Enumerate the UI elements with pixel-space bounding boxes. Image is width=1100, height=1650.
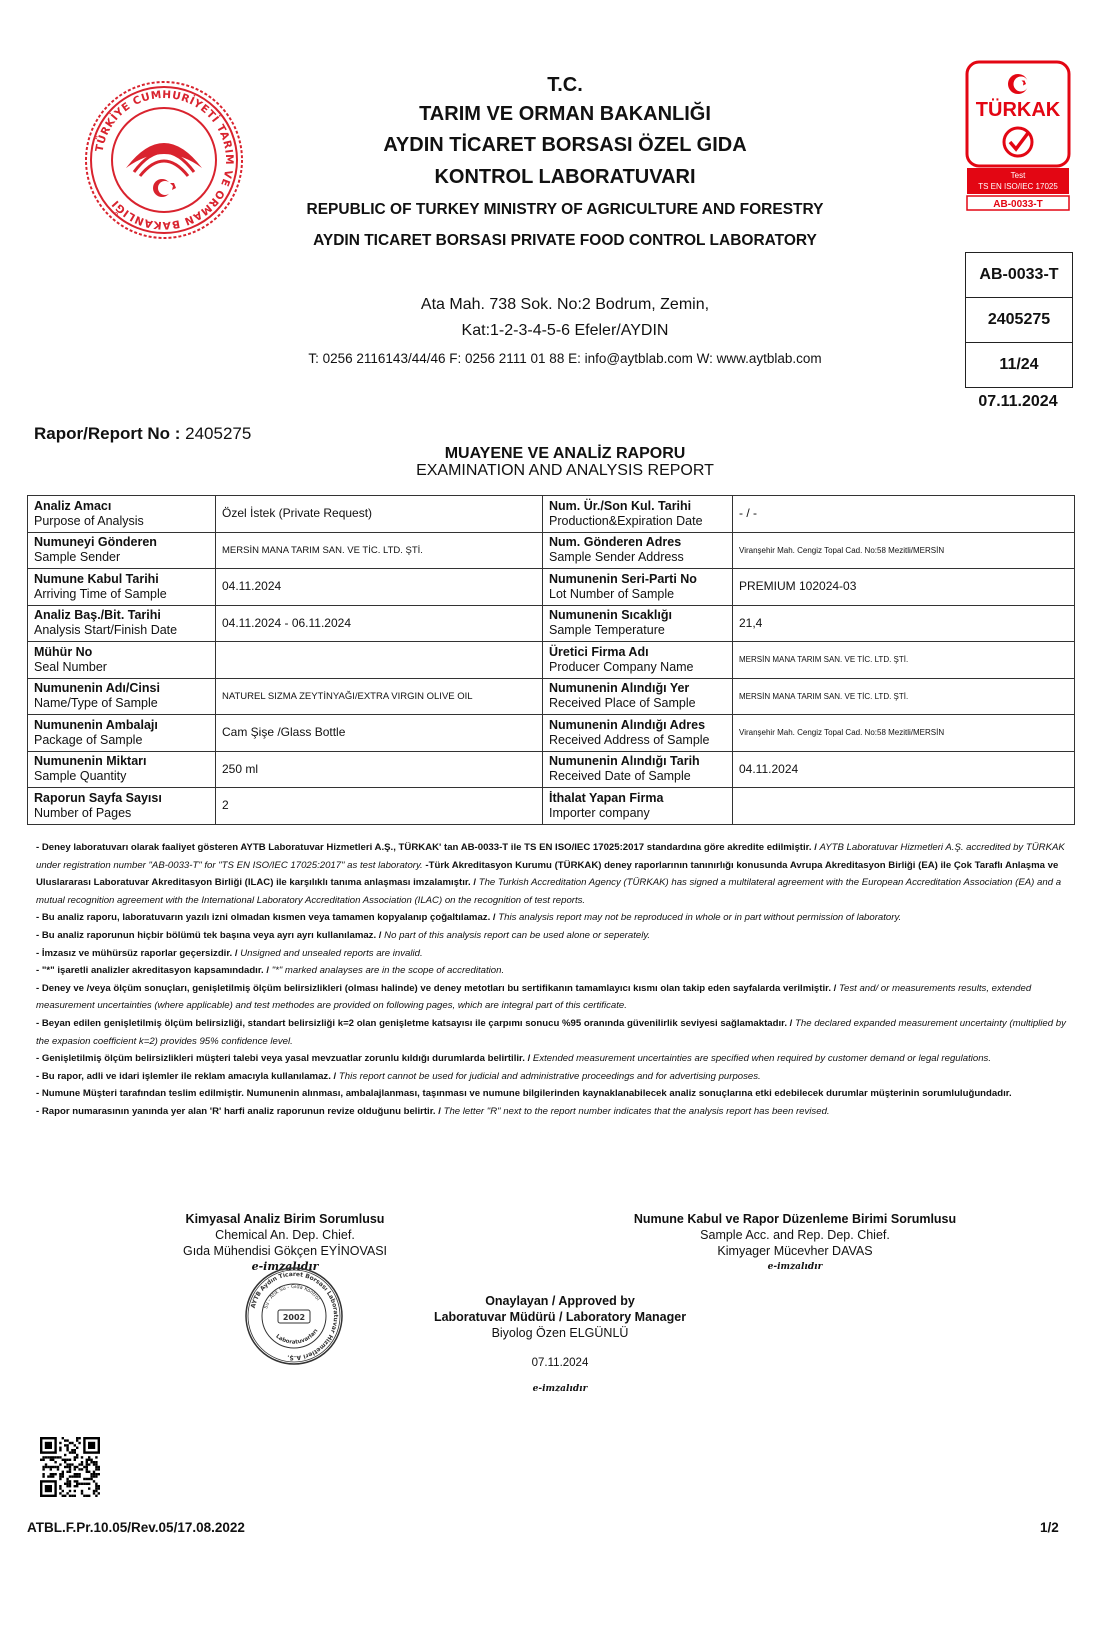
svg-text:Test: Test <box>1010 171 1026 180</box>
report-number <box>34 424 251 444</box>
l-label-cell <box>28 532 216 569</box>
note-item <box>36 980 1074 1015</box>
value-text: - / - <box>739 506 757 521</box>
accreditation-date: 07.11.2024 <box>978 393 1058 410</box>
label-tr: Üretici Firma Adı <box>549 644 649 659</box>
header-lab-name-2: KONTROL LABORATUVARI <box>434 166 696 188</box>
note-text-en: The Turkish Accreditation Agency (TÜRKAK) has signed a multilateral agreement with the European Accreditation Association (EA) and a mutual recognition agreement with the International Laboratory Accreditation Association (ILAC) on the recognition of test reports. <box>36 877 1062 906</box>
value-text: 2 <box>222 798 229 813</box>
note-text-tr: - Rapor numarasının yanında yer alan 'R' harfi analiz raporunun revize olduğunu belirtir. / <box>36 1105 441 1117</box>
note-item <box>36 962 1074 980</box>
header-english-2: AYDIN TICARET BORSASI PRIVATE FOOD CONTROL LABORATORY <box>313 232 817 249</box>
label-tr: Mühür No <box>34 644 93 659</box>
r-value-cell <box>733 605 1075 642</box>
r-value-cell <box>733 715 1075 752</box>
report-number-value: 2405275 <box>185 424 252 443</box>
r-label-cell <box>543 532 733 569</box>
note-text-tr: - Beyan edilen genişletilmiş ölçüm belirsizliği, standart belirsizliği k=2 olan genişletme katsayısı ile çarpımı sonucu %95 oranında güvenilirlik seviyesi sağlamaktadır. / <box>36 1017 793 1029</box>
accreditation-code: AB-0033-T <box>966 253 1072 298</box>
label-en: Received Place of Sample <box>549 696 696 711</box>
label-tr: Numunenin Seri-Parti No <box>549 571 697 586</box>
l-value-cell <box>216 532 543 569</box>
table-row <box>28 605 1075 642</box>
signature-name: Gıda Mühendisi Gökçen EYİNOVASI <box>182 1244 388 1258</box>
label-en: Sample Sender Address <box>549 550 684 565</box>
label-en: Received Address of Sample <box>549 732 710 747</box>
svg-text:2002: 2002 <box>282 1313 306 1322</box>
r-value-cell <box>733 678 1075 715</box>
laboratory-stamp <box>244 1266 344 1366</box>
l-value-cell <box>216 678 543 715</box>
label-tr: Numunenin Alındığı Tarih <box>549 754 700 769</box>
r-value-cell <box>733 569 1075 606</box>
note-text-en: The letter "R" next to the report number indicates that the analysis report has been revised. <box>443 1105 830 1117</box>
svg-text:TÜRKAK: TÜRKAK <box>975 99 1061 121</box>
value-text: Viranşehir Mah. Cengiz Topal Cad. No:58 Mezitli/MERSİN <box>739 728 945 738</box>
r-value-cell <box>733 532 1075 569</box>
note-item <box>36 1050 1074 1068</box>
note-item <box>36 1085 1074 1103</box>
value-text: 04.11.2024 <box>739 761 799 776</box>
svg-text:Laboratuvarları: Laboratuvarları <box>274 1328 320 1346</box>
svg-text:Su - Atık Su - Gıda Kontrol: Su - Atık Su - Gıda Kontrol <box>263 1283 321 1310</box>
l-label-cell <box>28 715 216 752</box>
label-en: Package of Sample <box>34 732 143 747</box>
l-label-cell <box>28 605 216 642</box>
note-item <box>36 945 1074 963</box>
note-item <box>36 1015 1074 1050</box>
table-row <box>28 751 1075 788</box>
note-text-tr: - Bu analiz raporunun hiçbir bölümü tek başına veya ayrı ayrı kullanılamaz. / <box>36 929 382 941</box>
label-en: Lot Number of Sample <box>549 586 675 601</box>
note-text-en: This report cannot be used for judicial and administrative proceedings and for advertising purposes. <box>338 1070 761 1082</box>
note-item <box>36 1068 1074 1086</box>
note-text-en: The declared expanded measurement uncertainty (multiplied by the expasion coefficient k=2) provides 95% confidence level. <box>36 1017 1066 1047</box>
l-label-cell <box>28 569 216 606</box>
note-text-en: Unsigned and unsealed reports are invalid. <box>240 947 423 959</box>
header-tc: T.C. <box>547 74 583 96</box>
l-value-cell <box>216 569 543 606</box>
l-label-cell <box>28 678 216 715</box>
header-lab-name-1: AYDIN TİCARET BORSASI ÖZEL GIDA <box>383 134 747 156</box>
r-label-cell <box>543 642 733 679</box>
l-value-cell <box>216 751 543 788</box>
r-label-cell <box>543 751 733 788</box>
r-value-cell <box>733 496 1075 533</box>
l-value-cell <box>216 605 543 642</box>
footer-form-code: ATBL.F.Pr.10.05/Rev.05/17.08.2022 <box>27 1520 245 1535</box>
l-label-cell <box>28 751 216 788</box>
table-row <box>28 788 1075 825</box>
e-signature-mark: e-imzalıdır <box>251 1260 319 1273</box>
signature-title: Kimyasal Analiz Birim Sorumlusu <box>185 1212 385 1226</box>
r-label-cell <box>543 569 733 606</box>
r-label-cell <box>543 788 733 825</box>
label-tr: Numunenin Adı/Cinsi <box>34 681 160 696</box>
note-text-en: Extended measurement uncertainties are specified when required by customer demand or legal regulations. <box>532 1053 992 1065</box>
label-en: Analysis Start/Finish Date <box>34 623 178 638</box>
label-en: Production&Expiration Date <box>549 513 703 528</box>
value-text: MERSİN MANA TARIM SAN. VE TİC. LTD. ŞTİ. <box>739 655 909 665</box>
label-en: Seal Number <box>34 659 107 674</box>
label-en: Purpose of Analysis <box>34 513 144 528</box>
label-en: Sample Quantity <box>34 769 127 784</box>
signature-role: Chemical An. Dep. Chief. <box>215 1228 355 1242</box>
label-tr: Numunenin Alındığı Adres <box>549 717 706 732</box>
address-line-1: Ata Mah. 738 Sok. No:2 Bodrum, Zemin, <box>420 296 710 313</box>
r-label-cell <box>543 496 733 533</box>
note-item <box>36 839 1074 909</box>
signature-title: Onaylayan / Approved by <box>485 1294 635 1308</box>
r-value-cell <box>733 788 1075 825</box>
note-text-tr: - Deney ve /veya ölçüm sonuçları, genişletilmiş ölçüm belirsizlikleri (olması halinde) ve deney metotları bu sertifikanın tamamlayıcı kısmı olan takip eden sayfalarda verilmiştir. / <box>36 982 837 994</box>
accreditation-report-number: 2405275 <box>966 298 1072 343</box>
signature-date: 07.11.2024 <box>531 1357 589 1369</box>
signature-sample-acceptance <box>610 1211 980 1275</box>
note-text-tr: - Bu rapor, adli ve idari işlemler ile reklam amacıyla kullanılamaz. / <box>36 1070 337 1082</box>
label-tr: Analiz Amacı <box>34 498 112 513</box>
note-text-tr: - Bu analiz raporu, laboratuvarın yazılı izni olmadan kısmen veya tamamen kopyalanıp çoğaltılamaz. / <box>36 912 496 924</box>
table-row <box>28 678 1075 715</box>
contact-line: T: 0256 2116143/44/46 F: 0256 2111 01 88 E: info@aytblab.com W: www.aytblab.com <box>308 351 822 366</box>
label-tr: Numuneyi Gönderen <box>34 535 157 550</box>
report-notes <box>36 839 1074 1121</box>
value-text: Cam Şişe /Glass Bottle <box>222 725 346 740</box>
label-tr: Numunenin Ambalajı <box>34 717 158 732</box>
value-text: 04.11.2024 <box>222 579 282 594</box>
svg-text:AYTB Aydın Ticaret Borsası Lab: AYTB Aydın Ticaret Borsası Laboratuvar Hizmetleri A.Ş. <box>249 1270 340 1362</box>
r-label-cell <box>543 678 733 715</box>
l-value-cell <box>216 715 543 752</box>
label-en: Sample Sender <box>34 550 121 565</box>
accreditation-month: 11/24 <box>999 356 1039 373</box>
note-text-tr: - Deney laboratuvarı olarak faaliyet gösteren AYTB Laboratuvar Hizmetleri A.Ş., TÜRKAK' tan AB-0033-T ile TS EN ISO/IEC 17025:2017 standardına göre akredite edilmiştir. / <box>36 842 817 853</box>
qr-code <box>40 1437 100 1497</box>
signature-name: Kimyager Mücevher DAVAS <box>717 1244 873 1258</box>
table-row <box>28 715 1075 752</box>
value-text: 21,4 <box>739 615 763 630</box>
signature-subtitle: Laboratuvar Müdürü / Laboratory Manager <box>433 1310 687 1324</box>
note-text-tr: - Numune Müşteri tarafından teslim edilmiştir. Numunenin alınması, ambalajlanması, taşınması ve numune bilgilerinden kaynaklanabilecek analiz sonuçlarına etki edebilecek durumlar müşterinin sorumluluğundadır. <box>36 1088 1012 1100</box>
r-value-cell <box>733 642 1075 679</box>
signature-lab-manager <box>390 1293 730 1397</box>
label-en: Arriving Time of Sample <box>34 586 167 601</box>
label-tr: Numunenin Sıcaklığı <box>549 608 672 623</box>
value-text: MERSİN MANA TARIM SAN. VE TİC. LTD. ŞTİ. <box>222 544 423 556</box>
table-row <box>28 569 1075 606</box>
table-row <box>28 642 1075 679</box>
header-english-1: REPUBLIC OF TURKEY MINISTRY OF AGRICULTURE AND FORESTRY <box>306 201 824 218</box>
svg-text:TÜRKİYE CUMHURİYETİ TARIM VE O: TÜRKİYE CUMHURİYETİ TARIM VE ORMAN BAKANLIĞI <box>93 88 236 232</box>
note-text-en: This analysis report may not be reproduced in whole or in part without permission of laboratory. <box>498 912 902 924</box>
report-number-label: Rapor/Report No : <box>34 424 181 443</box>
l-label-cell <box>28 788 216 825</box>
report-title-tr: MUAYENE VE ANALİZ RAPORU <box>444 445 686 462</box>
label-en: Number of Pages <box>34 805 132 820</box>
value-text: Viranşehir Mah. Cengiz Topal Cad. No:58 Mezitli/MERSİN <box>739 545 945 555</box>
l-label-cell <box>28 496 216 533</box>
value-text: MERSİN MANA TARIM SAN. VE TİC. LTD. ŞTİ. <box>739 691 909 701</box>
header-ministry: TARIM VE ORMAN BAKANLIĞI <box>419 103 711 125</box>
label-en: Sample Temperature <box>549 623 665 638</box>
label-en: Name/Type of Sample <box>34 696 158 711</box>
l-label-cell <box>28 642 216 679</box>
address-line-2: Kat:1-2-3-4-5-6 Efeler/AYDIN <box>461 322 669 339</box>
r-value-cell <box>733 751 1075 788</box>
report-title-en: EXAMINATION AND ANALYSIS REPORT <box>416 462 714 479</box>
label-tr: Numunenin Alındığı Yer <box>549 681 690 696</box>
note-item <box>36 927 1074 945</box>
r-label-cell <box>543 605 733 642</box>
signature-name: Biyolog Özen ELGÜNLÜ <box>491 1326 629 1340</box>
note-text-en: AYTB Laboratuvar Hizmetleri A.Ş. accredited by TÜRKAK under registration number "AB-0033-T" for "TS EN ISO/IEC 17025:2017" as test laboratory. <box>36 842 1065 871</box>
sample-info-table <box>27 495 1075 825</box>
l-value-cell <box>216 788 543 825</box>
table-row <box>28 532 1075 569</box>
note-text-en: Test and/ or measurements results, extended measurement uncertainties (where applicable) and test methodes are provided on following pages, which are integral part of this certificate. <box>36 982 1032 1012</box>
signature-role: Sample Acc. and Rep. Dep. Chief. <box>700 1228 890 1242</box>
label-tr: Num. Gönderen Adres <box>549 535 682 550</box>
e-signature-mark: e-imzalıdır <box>767 1262 823 1272</box>
label-tr: Numune Kabul Tarihi <box>34 571 159 586</box>
value-text: 04.11.2024 - 06.11.2024 <box>222 615 351 630</box>
signature-title: Numune Kabul ve Rapor Düzenleme Birimi Sorumlusu <box>633 1212 957 1226</box>
note-text-en: "*" marked analayses are in the scope of accreditation. <box>271 965 505 977</box>
label-tr: Analiz Baş./Bit. Tarihi <box>34 608 161 623</box>
l-value-cell <box>216 642 543 679</box>
e-signature-mark: e-imzalıdır <box>532 1384 588 1394</box>
note-text-tr: -Türk Akreditasyon Kurumu (TÜRKAK) deney raporlarının tanınırlığı konusunda Avrupa Akreditasyon Birliği (EA) ile Çok Taraflı Anlaşma ve Uluslararası Laboratuvar Akreditasyon Birliği (ILAC) ile karşılıklı tanıma anlaşması imzalamıştır. / <box>36 859 1059 889</box>
footer-page-number: 1/2 <box>1040 1520 1059 1535</box>
label-tr: Num. Ür./Son Kul. Tarihi <box>549 498 692 513</box>
label-en: Received Date of Sample <box>549 769 691 784</box>
table-row <box>28 496 1075 533</box>
note-text-tr: - "*" işaretli analizler akreditasyon kapsamındadır. / <box>36 965 270 977</box>
label-en: Producer Company Name <box>549 659 694 674</box>
svg-text:AB-0033-T: AB-0033-T <box>993 199 1043 210</box>
accreditation-box <box>965 252 1073 388</box>
value-text: Özel İstek (Private Request) <box>222 506 373 521</box>
r-label-cell <box>543 715 733 752</box>
note-item <box>36 1103 1074 1121</box>
note-text-tr: - Genişletilmiş ölçüm belirsizlikleri müşteri talebi veya yasal mevzuatlar zorunlu kıldığı durumlarda belirtilir. / <box>36 1053 531 1065</box>
label-tr: İthalat Yapan Firma <box>549 790 664 805</box>
label-en: Importer company <box>549 805 650 820</box>
label-tr: Numunenin Miktarı <box>34 754 147 769</box>
value-text: PREMIUM 102024-03 <box>739 579 857 594</box>
note-item <box>36 909 1074 927</box>
value-text: NATUREL SIZMA ZEYTİNYAĞI/EXTRA VIRGIN OLIVE OIL <box>222 690 473 702</box>
note-text-en: No part of this analysis report can be used alone or seperately. <box>384 929 651 941</box>
value-text: 250 ml <box>222 761 259 776</box>
l-value-cell <box>216 496 543 533</box>
svg-text:TS EN ISO/IEC 17025: TS EN ISO/IEC 17025 <box>978 182 1058 191</box>
label-tr: Raporun Sayfa Sayısı <box>34 790 162 805</box>
note-text-tr: - İmzasız ve mühürsüz raporlar geçersizdir. / <box>36 947 238 959</box>
